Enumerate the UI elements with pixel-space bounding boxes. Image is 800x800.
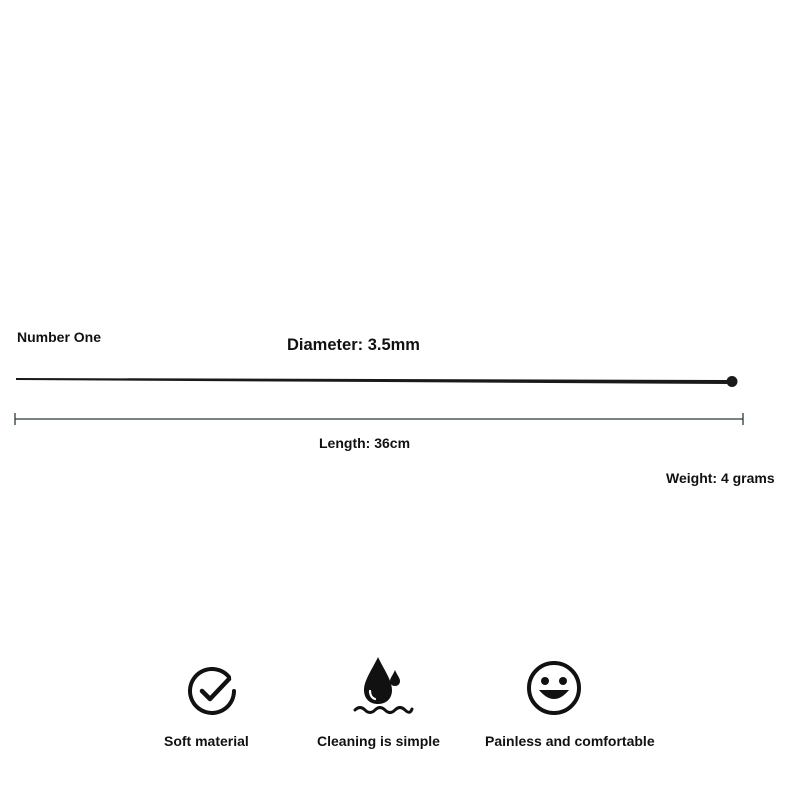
rod-shaft: [16, 378, 728, 384]
product-illustration: [0, 360, 800, 430]
rod-end-knob: [727, 376, 738, 387]
feature-label-cleaning: Cleaning is simple: [317, 733, 440, 749]
smiley-face-icon: [524, 658, 584, 718]
feature-label-soft-material: Soft material: [164, 733, 249, 749]
length-label: Length: 36cm: [319, 435, 411, 451]
water-drop-icon: [351, 654, 415, 720]
weight-label: Weight: 4 grams: [666, 470, 775, 486]
model-label: Number One: [17, 329, 102, 345]
check-circle-icon: [182, 660, 242, 720]
feature-label-comfort: Painless and comfortable: [485, 733, 655, 749]
diameter-label: Diameter: 3.5mm: [287, 336, 420, 354]
